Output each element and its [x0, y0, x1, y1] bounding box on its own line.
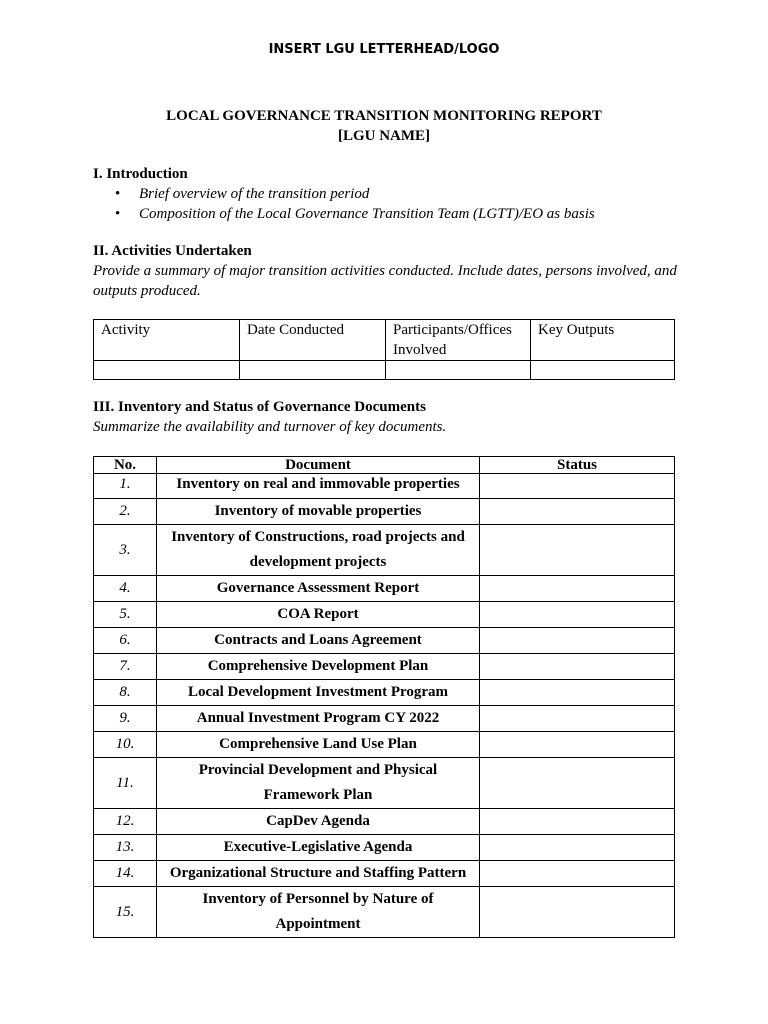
- row-number: 8.: [94, 680, 157, 706]
- column-header-document: Document: [157, 457, 480, 474]
- bullet-item: [93, 184, 678, 204]
- bullet-item: [93, 204, 678, 224]
- document-name: Governance Assessment Report: [157, 576, 480, 602]
- table-cell[interactable]: [531, 361, 675, 380]
- column-header-outputs: Key Outputs: [531, 320, 675, 361]
- row-number: 15.: [94, 887, 157, 938]
- column-header-participants: Participants/Offices Involved: [386, 320, 531, 361]
- status-cell[interactable]: [480, 499, 675, 525]
- table-row: [94, 835, 675, 861]
- section-activities: [93, 241, 678, 301]
- table-row: [94, 499, 675, 525]
- document-name: Inventory of Constructions, road projects and development projects: [157, 525, 480, 576]
- section-introduction: [93, 164, 678, 224]
- document-name: Comprehensive Land Use Plan: [157, 732, 480, 758]
- activities-table: [93, 319, 675, 380]
- row-number: 5.: [94, 602, 157, 628]
- status-cell[interactable]: [480, 887, 675, 938]
- status-cell[interactable]: [480, 628, 675, 654]
- table-row: [94, 809, 675, 835]
- document-name: Local Development Investment Program: [157, 680, 480, 706]
- row-number: 11.: [94, 758, 157, 809]
- document-name: Contracts and Loans Agreement: [157, 628, 480, 654]
- status-cell[interactable]: [480, 758, 675, 809]
- status-cell[interactable]: [480, 474, 675, 499]
- row-number: 9.: [94, 706, 157, 732]
- status-cell[interactable]: [480, 835, 675, 861]
- status-cell[interactable]: [480, 654, 675, 680]
- bullet-text: Composition of the Local Governance Transition Team (LGTT)/EO as basis: [139, 206, 595, 222]
- document-name: Inventory of movable properties: [157, 499, 480, 525]
- table-row: [94, 887, 675, 938]
- table-row: [94, 758, 675, 809]
- table-row: [94, 361, 675, 380]
- table-row: [94, 861, 675, 887]
- status-cell[interactable]: [480, 525, 675, 576]
- table-row: [94, 602, 675, 628]
- documents-table-body: [94, 474, 675, 938]
- documents-table: [93, 456, 675, 938]
- bullet-text: Brief overview of the transition period: [139, 186, 370, 202]
- document-name: Annual Investment Program CY 2022: [157, 706, 480, 732]
- bullet-icon: •: [115, 186, 121, 202]
- table-row: [94, 576, 675, 602]
- document-name: Inventory on real and immovable properties: [157, 474, 480, 499]
- report-title-line1: LOCAL GOVERNANCE TRANSITION MONITORING REPORT: [166, 108, 602, 124]
- column-header-activity: Activity: [94, 320, 240, 361]
- document-name: CapDev Agenda: [157, 809, 480, 835]
- row-number: 2.: [94, 499, 157, 525]
- table-row: [94, 706, 675, 732]
- row-number: 13.: [94, 835, 157, 861]
- row-number: 14.: [94, 861, 157, 887]
- status-cell[interactable]: [480, 732, 675, 758]
- row-number: 10.: [94, 732, 157, 758]
- status-cell[interactable]: [480, 680, 675, 706]
- bullet-icon: •: [115, 206, 121, 222]
- column-header-date: Date Conducted: [240, 320, 386, 361]
- table-row: [94, 628, 675, 654]
- table-header-row: [94, 320, 675, 361]
- row-number: 12.: [94, 809, 157, 835]
- row-number: 3.: [94, 525, 157, 576]
- letterhead-placeholder: INSERT LGU LETTERHEAD/LOGO: [268, 42, 500, 57]
- document-name: Organizational Structure and Staffing Pattern: [157, 861, 480, 887]
- table-row: [94, 680, 675, 706]
- row-number: 6.: [94, 628, 157, 654]
- column-header-no: No.: [94, 457, 157, 474]
- document-name: Inventory of Personnel by Nature of Appointment: [157, 887, 480, 938]
- table-row: [94, 732, 675, 758]
- document-name: Comprehensive Development Plan: [157, 654, 480, 680]
- report-title-lgu-name: [LGU NAME]: [337, 128, 431, 144]
- section-heading: II. Activities Undertaken: [93, 243, 252, 259]
- status-cell[interactable]: [480, 809, 675, 835]
- document-name: Executive-Legislative Agenda: [157, 835, 480, 861]
- row-number: 1.: [94, 474, 157, 499]
- row-number: 4.: [94, 576, 157, 602]
- status-cell[interactable]: [480, 576, 675, 602]
- table-cell[interactable]: [240, 361, 386, 380]
- status-cell[interactable]: [480, 861, 675, 887]
- section-instruction: Summarize the availability and turnover of key documents.: [93, 419, 447, 435]
- section-instruction: Provide a summary of major transition activities conducted. Include dates, persons involved, and outputs produced.: [93, 263, 677, 299]
- status-cell[interactable]: [480, 602, 675, 628]
- section-inventory: [93, 397, 678, 437]
- table-row: [94, 654, 675, 680]
- column-header-status: Status: [480, 457, 675, 474]
- document-name: Provincial Development and Physical Framework Plan: [157, 758, 480, 809]
- table-row: [94, 525, 675, 576]
- section-heading: III. Inventory and Status of Governance Documents: [93, 399, 426, 415]
- table-row: [94, 474, 675, 499]
- table-header-row: [94, 457, 675, 474]
- row-number: 7.: [94, 654, 157, 680]
- table-cell[interactable]: [386, 361, 531, 380]
- intro-bullet-list: [93, 184, 678, 224]
- status-cell[interactable]: [480, 706, 675, 732]
- document-name: COA Report: [157, 602, 480, 628]
- section-heading: I. Introduction: [93, 166, 188, 182]
- report-title: [0, 106, 768, 146]
- table-cell[interactable]: [94, 361, 240, 380]
